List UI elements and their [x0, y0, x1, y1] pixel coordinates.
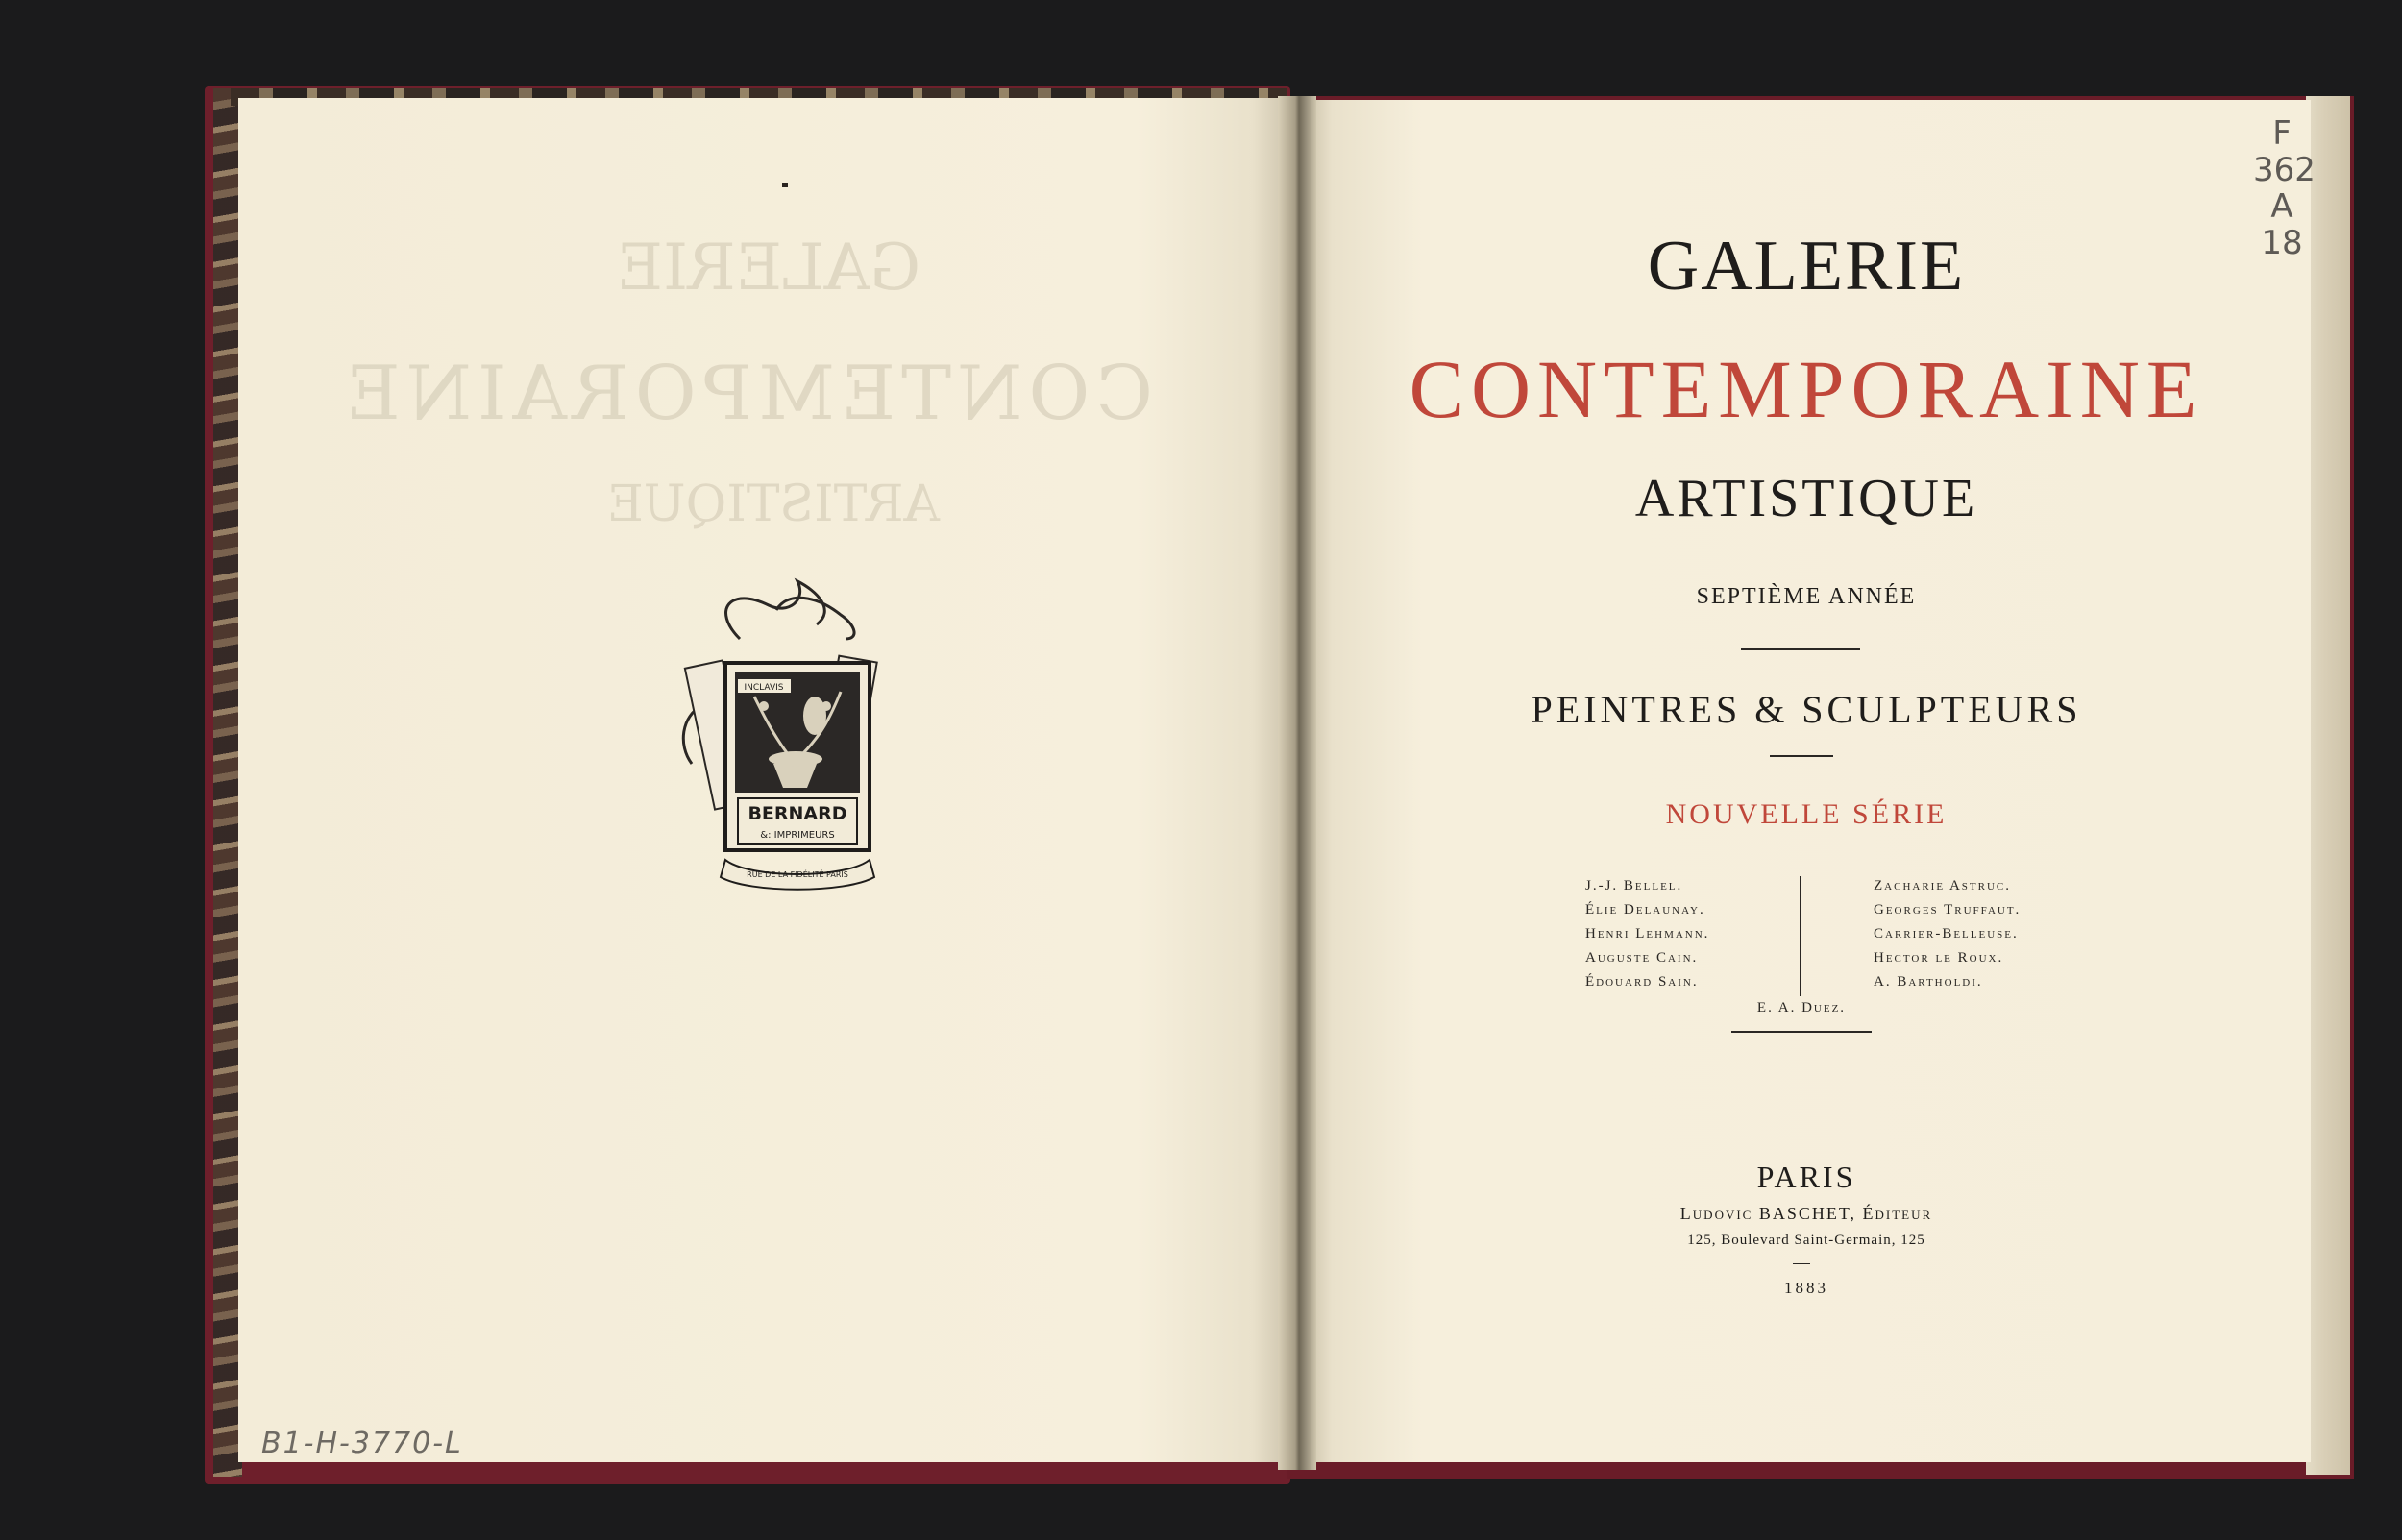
contributors-right-column	[1874, 874, 2021, 994]
ornamental-rule	[1731, 1031, 1872, 1033]
contributor-name: J.-J. Bellel.	[1585, 878, 1683, 893]
page-block-edge	[2306, 96, 2350, 1475]
ornamental-rule	[1741, 648, 1860, 650]
contributor-name: Henri Lehmann.	[1585, 926, 1710, 941]
imprint-year: 1883	[1784, 1279, 1828, 1297]
call-number-line: 18	[2261, 224, 2303, 262]
contributor-name: Élie Delaunay.	[1585, 902, 1705, 917]
contributor-name: Carrier-Belleuse.	[1874, 926, 2019, 941]
contributor-name: E. A. Duez.	[1756, 1000, 1847, 1015]
contributor-name: Édouard Sain.	[1585, 974, 1699, 990]
show-through-title-1: GALERIE	[616, 231, 921, 305]
imprint-publisher: Ludovic BASCHET, Éditeur	[1679, 1204, 1933, 1223]
contributors-left-column	[1585, 874, 1709, 994]
printer-mark-role: &: IMPRIMEURS	[760, 830, 835, 841]
printer-mark-label: INCLAVIS	[744, 683, 784, 693]
call-number-line: A	[2270, 187, 2293, 226]
edition-statement: SEPTIÈME ANNÉE	[1696, 584, 1917, 609]
paper-speck	[782, 183, 788, 187]
printer-mark-emblem	[673, 572, 884, 893]
contributor-name: Auguste Cain.	[1585, 950, 1699, 966]
printer-mark-address: RUE DE LA FIDÉLITÉ PARIS	[747, 870, 848, 879]
call-number-line: 362	[2253, 151, 2316, 189]
series-statement: NOUVELLE SÉRIE	[1665, 798, 1948, 830]
show-through-title-2: CONTEMPORAINE	[339, 351, 1153, 437]
shelf-mark: B1-H-3770-L	[261, 1427, 463, 1460]
contributor-name: Hector le Roux.	[1874, 950, 2004, 966]
subtitle: PEINTRES & SCULPTEURS	[1531, 688, 2082, 731]
title-line-galerie: GALERIE	[1647, 227, 1966, 306]
title-line-contemporaine: CONTEMPORAINE	[1409, 343, 2204, 435]
ornamental-rule	[1770, 755, 1833, 757]
contributor-name: Zacharie Astruc.	[1874, 878, 2012, 893]
call-number-line: F	[2272, 114, 2292, 153]
title-line-artistique: ARTISTIQUE	[1634, 469, 1978, 528]
short-rule	[1793, 1263, 1810, 1264]
printer-mark-name: BERNARD	[748, 803, 847, 824]
contributor-name: A. Bartholdi.	[1874, 974, 1983, 990]
show-through-title-3: ARTISTIQUE	[606, 476, 941, 533]
column-divider	[1800, 876, 1802, 996]
imprint-address: 125, Boulevard Saint-Germain, 125	[1687, 1233, 1925, 1248]
contributor-name: Georges Truffaut.	[1874, 902, 2022, 917]
imprint-city: PARIS	[1756, 1160, 1856, 1194]
